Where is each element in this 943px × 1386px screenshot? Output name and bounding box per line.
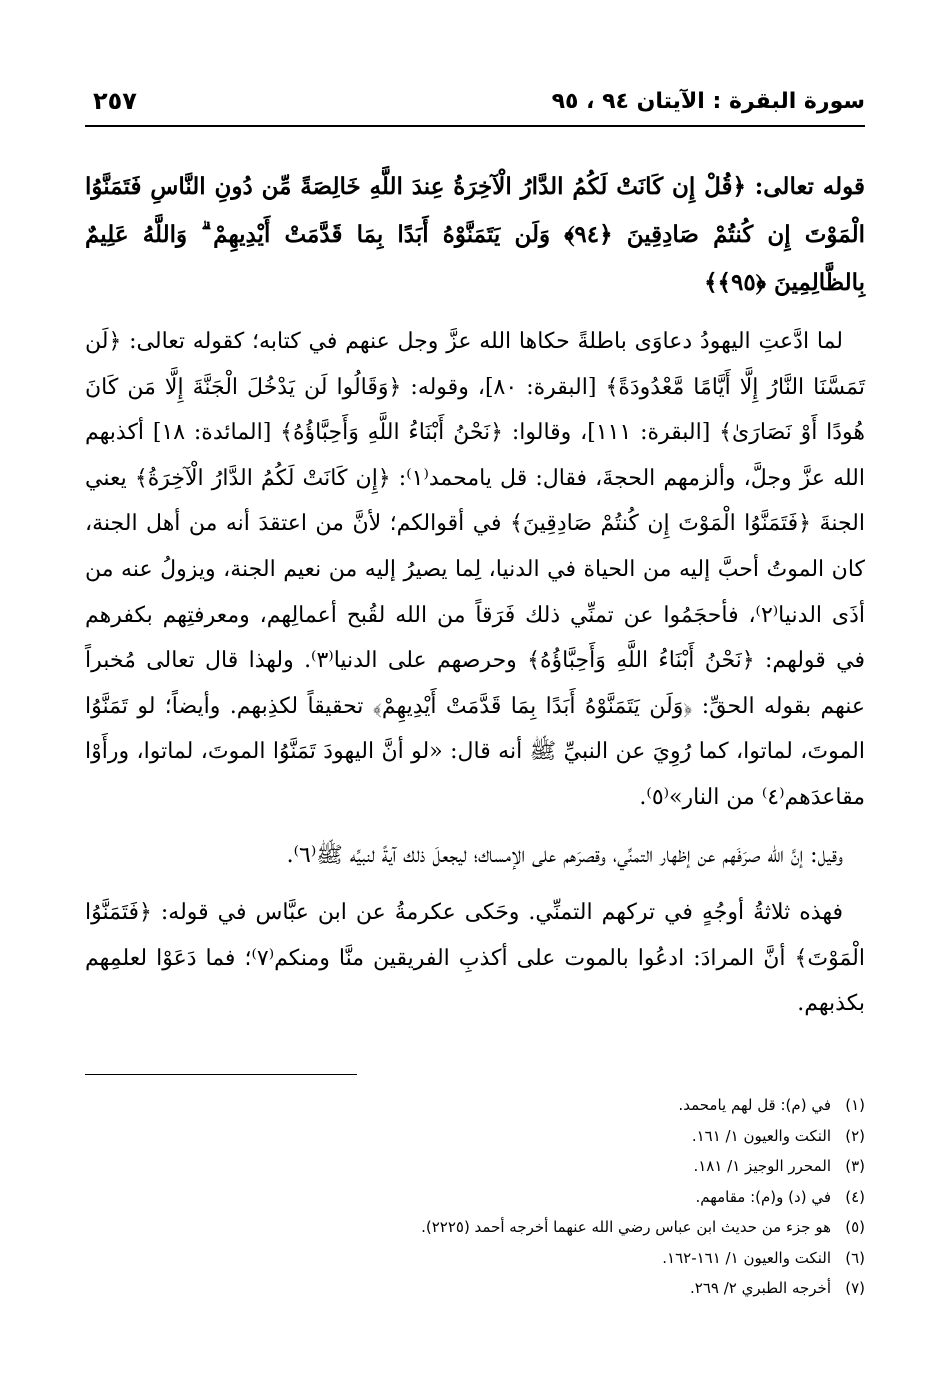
footnotes [85, 1090, 865, 1304]
footnote-number: (٦) [845, 1248, 865, 1267]
footnote-text: هو جزء من حديث ابن عباس رضي الله عنهما أخرجه أحمد (٢٢٢٥). [421, 1218, 831, 1236]
ayah-lead: قوله تعالى: [745, 173, 865, 200]
footnote-text: في (د) و(م): مقامهم. [695, 1187, 831, 1206]
page-header [85, 85, 865, 123]
tafsir-paragraph-2: وقيل: إنَّ الله صرَفَهم عن إظهار التمنِّي، وقصرَهم على الإمساك؛ ليجعلَ ذلك آيةً لنبيِّه ﷺ⁽٦⁾. [286, 842, 843, 868]
footnote [85, 1243, 865, 1274]
book-page [85, 85, 865, 1345]
main-text [85, 163, 865, 1027]
tafsir-paragraph-1: لما ادَّعتِ اليهودُ دعاوَى باطلةً حكاها الله عزَّ وجل عنهم في كتابه؛ كقوله تعالى: ﴿لَن تَمَسَّنَا النَّارُ إِلَّا أَيَّامًا مَّعْدُودَةً﴾ [البقرة: ٨٠]، وقوله: ﴿وَقَالُوا لَن يَدْخُلَ الْجَنَّةَ إِلَّا مَن كَانَ هُودًا أَوْ نَصَارَىٰ﴾ [البقرة: ١١١]، وقالوا: ﴿نَحْنُ أَبْنَاءُ اللَّهِ وَأَحِبَّاؤُهُ﴾ [المائدة: ١٨] أكذبهم الله عزَّ وجلَّ، وألزمهم الحجةَ، فقال: قل يامحمد⁽١⁾: ﴿إِن كَانَتْ لَكُمُ الدَّارُ الْآخِرَةُ﴾ يعني الجنةَ ﴿فَتَمَنَّوُا الْمَوْتَ إِن كُنتُمْ صَادِقِينَ﴾ في أقوالكم؛ لأنَّ من اعتقدَ أنه من أهل الجنة، كان الموتُ أحبَّ إليه من الحياة في الدنيا، لِما يصيرُ إليه من نعيم الجنة، ويزولُ عنه من أذَى الدنيا⁽٢⁾، فأحجَمُوا عن تمنِّي ذلك فَرَقاً من الله لقُبح أعمالِهم، ومعرفتِهم بكفرهم في قولهم: ﴿نَحْنُ أَبْنَاءُ اللَّهِ وَأَحِبَّاؤُهُ﴾ وحرصهم على الدنيا⁽٣⁾. ولهذا قال تعالى مُخبراً عنهم بقوله الحقِّ: ﴿وَلَن يَتَمَنَّوْهُ أَبَدًا بِمَا قَدَّمَتْ أَيْدِيهِمْ﴾ تحقيقاً لكذِبهم. وأيضاً؛ لو تَمَنَّوُا الموتَ، لماتوا، كما رُوِيَ عن النبيِّ ﷺ أنه قال: «لو أنَّ اليهودَ تَمَنَّوُا الموتَ، لماتوا، ورأَوْا مقاعدَهم⁽٤⁾ من النار»⁽٥⁾. [85, 329, 866, 810]
running-title: سورة البقرة : الآيتان ٩٤ ، ٩٥ [551, 89, 865, 114]
footnote-text: المحرر الوجيز ١/ ١٨١. [693, 1157, 831, 1175]
footnote-number: (٤) [845, 1187, 865, 1206]
page-number: ٢٥٧ [93, 87, 137, 115]
footnote-number: (٢) [845, 1126, 865, 1145]
footnote-text: في (م): قل لهم يامحمد. [678, 1096, 831, 1114]
footnote-text: أخرجه الطبري ٢/ ٢٦٩. [690, 1279, 831, 1297]
ayah-paragraph [85, 163, 865, 307]
footnote-number: (٣) [845, 1157, 865, 1175]
footnote-number: (١) [845, 1096, 865, 1114]
ayah-text: ﴿قُلْ إِن كَانَتْ لَكُمُ الدَّارُ الْآخِرَةُ عِندَ اللَّهِ خَالِصَةً مِّن دُونِ النَّاسِ فَتَمَنَّوُا الْمَوْتَ إِن كُنتُمْ صَادِقِينَ ﴿٩٤﴾ وَلَن يَتَمَنَّوْهُ أَبَدًا بِمَا قَدَّمَتْ أَيْدِيهِمْ ۗ وَاللَّهُ عَلِيمٌ بِالظَّالِمِينَ ﴿٩٥﴾﴾ [85, 173, 865, 296]
footnote-text: النكت والعيون ١/ ١٦١-١٦٢. [662, 1248, 831, 1267]
footnote [85, 1151, 865, 1182]
footnote-number: (٧) [845, 1279, 865, 1297]
footnote-text: النكت والعيون ١/ ١٦١. [691, 1126, 831, 1145]
footnote [85, 1121, 865, 1152]
footnote [85, 1182, 865, 1213]
footnote-number: (٥) [845, 1218, 865, 1236]
footnote-rule [85, 1074, 357, 1075]
header-rule [85, 125, 865, 127]
tafsir-paragraph-3: فهذه ثلاثةُ أوجُهٍ في تركهم التمنِّي. وحَكى عكرمةُ عن ابن عبَّاس في قوله: ﴿فَتَمَنَّوُا الْمَوْتَ﴾ أنَّ المرادَ: ادعُوا بالموت على أكذبِ الفريقين منَّا ومنكم⁽٧⁾؛ فما دَعَوْا لعلمِهم بكذبهم. [85, 900, 865, 1017]
footnote [85, 1090, 865, 1121]
footnote [85, 1273, 865, 1304]
footnote [85, 1212, 865, 1243]
